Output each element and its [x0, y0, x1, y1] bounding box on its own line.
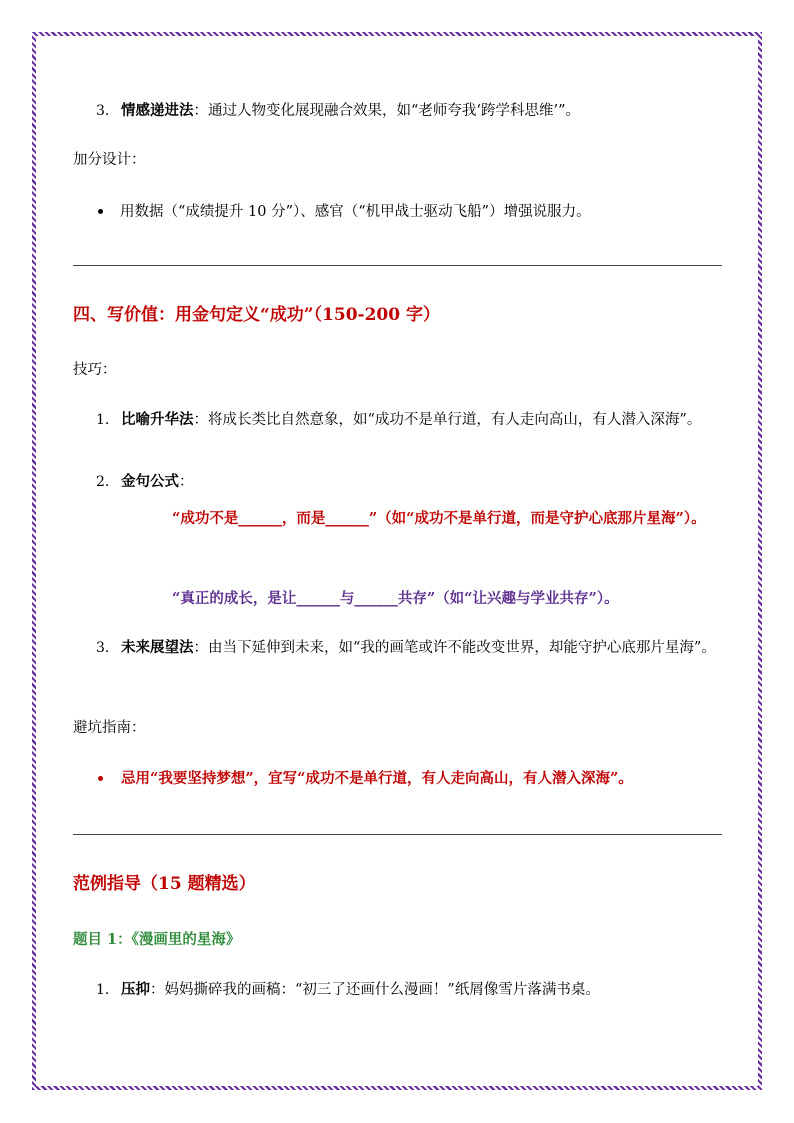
item-text: 忌用“我要坚持梦想”，宜写“成功不是单行道，有人走向高山，有人潜入深海”。	[121, 770, 633, 787]
section-title: 四、写价值：用金句定义“成功”（150-200 字）	[73, 305, 441, 325]
item-text: ：由当下延伸到未来，如“我的画笔或许不能改变世界，却能守护心底那片星海”。	[193, 640, 716, 656]
list-number: 3.	[96, 640, 110, 656]
examples-title: 范例指导（15 题精选）	[73, 874, 256, 894]
avoid-heading: 避坑指南：	[73, 720, 146, 736]
bullet-icon	[98, 776, 103, 781]
formula-2: “真正的成长，是让______与______共存”（如“让兴趣与学业共存”）。	[172, 590, 619, 607]
divider	[73, 265, 722, 266]
list-number: 3.	[96, 103, 110, 119]
item-text: ：通过人物变化展现融合效果，如“老师夸我‘跨学科思维’”。	[193, 103, 581, 119]
list-item	[73, 96, 725, 126]
topic-title: 题目 1：《漫画里的星海》	[73, 931, 241, 948]
list-item	[73, 197, 725, 227]
item-term: 情感递进法	[121, 102, 194, 119]
item-term: 比喻升华法	[121, 411, 194, 428]
item-term: 金句公式	[121, 473, 179, 490]
item-text: 用数据（“成绩提升 10 分”）、感官（“机甲战士驱动飞船”）增强说服力。	[120, 204, 591, 220]
list-item	[73, 467, 725, 497]
list-number: 1.	[96, 982, 110, 998]
list-number: 2.	[96, 474, 110, 490]
list-item	[73, 405, 725, 435]
list-number: 1.	[96, 412, 110, 428]
list-item	[73, 975, 725, 1005]
item-term: 未来展望法	[121, 639, 194, 656]
bonus-heading: 加分设计：	[73, 152, 146, 168]
formula-1: “成功不是______，而是______”（如“成功不是单行道，而是守护心底那片星海”）。	[172, 510, 706, 527]
list-item	[73, 764, 725, 794]
item-text: ：妈妈撕碎我的画稿：“初三了还画什么漫画！”纸屑像雪片落满书桌。	[150, 982, 600, 998]
bullet-icon	[98, 209, 103, 214]
item-text: ：将成长类比自然意象，如“成功不是单行道，有人走向高山，有人潜入深海”。	[193, 412, 702, 428]
item-text: ：	[179, 474, 194, 490]
divider	[73, 834, 722, 835]
list-item	[73, 633, 725, 663]
tips-heading: 技巧：	[73, 362, 117, 378]
item-term: 压抑	[121, 981, 150, 998]
